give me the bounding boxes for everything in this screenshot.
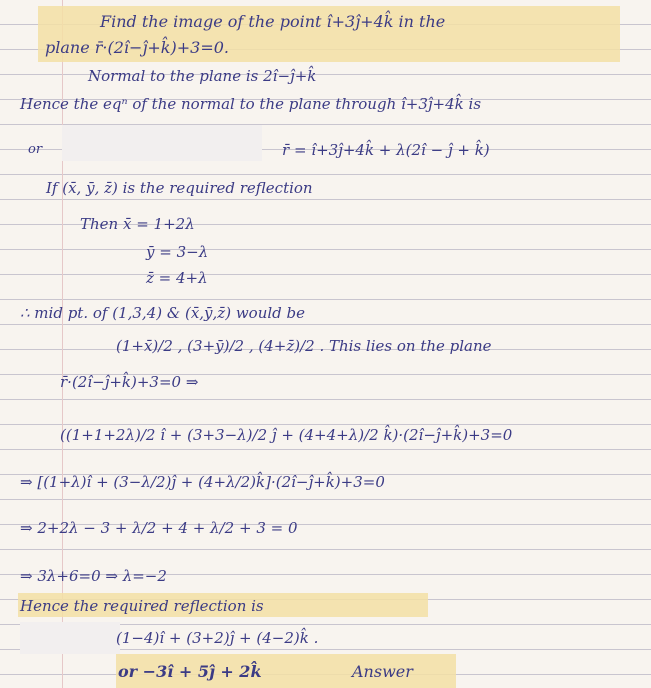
simplified-dot-product: ⇒ [(1+λ)î + (3−λ/2)ĵ + (4+λ/2)k̂]·(2î−ĵ+k̂)+3=0 bbox=[20, 473, 385, 491]
z-bar-equation: z̄ = 4+λ bbox=[146, 269, 208, 287]
line-equation: r̄ = î+3ĵ+4k̂ + λ(2î − ĵ + k̂) bbox=[282, 141, 490, 159]
final-answer: or −3î + 5ĵ + 2k̂ bbox=[118, 662, 262, 681]
expanded-equation: ⇒ 2+2λ − 3 + λ/2 + 4 + λ/2 + 3 = 0 bbox=[20, 519, 298, 537]
plane-equation: r̄·(2î−ĵ+k̂)+3=0 ⇒ bbox=[60, 373, 199, 391]
reflection-assumption: If (x̄, ȳ, z̄) is the required reflection bbox=[46, 179, 313, 197]
normal-equation-intro: Hence the eqⁿ of the normal to the plane through î+3ĵ+4k̂ is bbox=[20, 95, 482, 113]
y-bar-equation: ȳ = 3−λ bbox=[146, 243, 209, 261]
or-label: or bbox=[28, 142, 43, 157]
title-line-1: Find the image of the point î+3ĵ+4k̂ in the bbox=[100, 12, 446, 31]
x-bar-equation: Then x̄ = 1+2λ bbox=[80, 215, 195, 233]
reflection-conclusion: Hence the required reflection is bbox=[20, 597, 264, 615]
reflection-expression: (1−4)î + (3+2)ĵ + (4−2)k̂ . bbox=[116, 629, 319, 647]
redaction-mask bbox=[62, 125, 262, 161]
substitution-step: ((1+1+2λ)/2 î + (3+3−λ)/2 ĵ + (4+4+λ)/2 k̂)·(2î−ĵ+k̂)+3=0 bbox=[60, 426, 513, 444]
redaction-mask bbox=[20, 622, 120, 654]
answer-label: Answer bbox=[352, 662, 413, 681]
lambda-solution: ⇒ 3λ+6=0 ⇒ λ=−2 bbox=[20, 567, 167, 585]
title-line-2: plane r̄·(2î−ĵ+k̂)+3=0. bbox=[45, 38, 229, 57]
normal-vector-line: Normal to the plane is 2î−ĵ+k̂ bbox=[88, 67, 317, 85]
midpoint-statement: ∴ mid pt. of (1,3,4) & (x̄,ȳ,z̄) would be bbox=[20, 304, 305, 322]
midpoint-coordinates: (1+x̄)/2 , (3+ȳ)/2 , (4+z̄)/2 . This lies on the plane bbox=[116, 337, 492, 355]
